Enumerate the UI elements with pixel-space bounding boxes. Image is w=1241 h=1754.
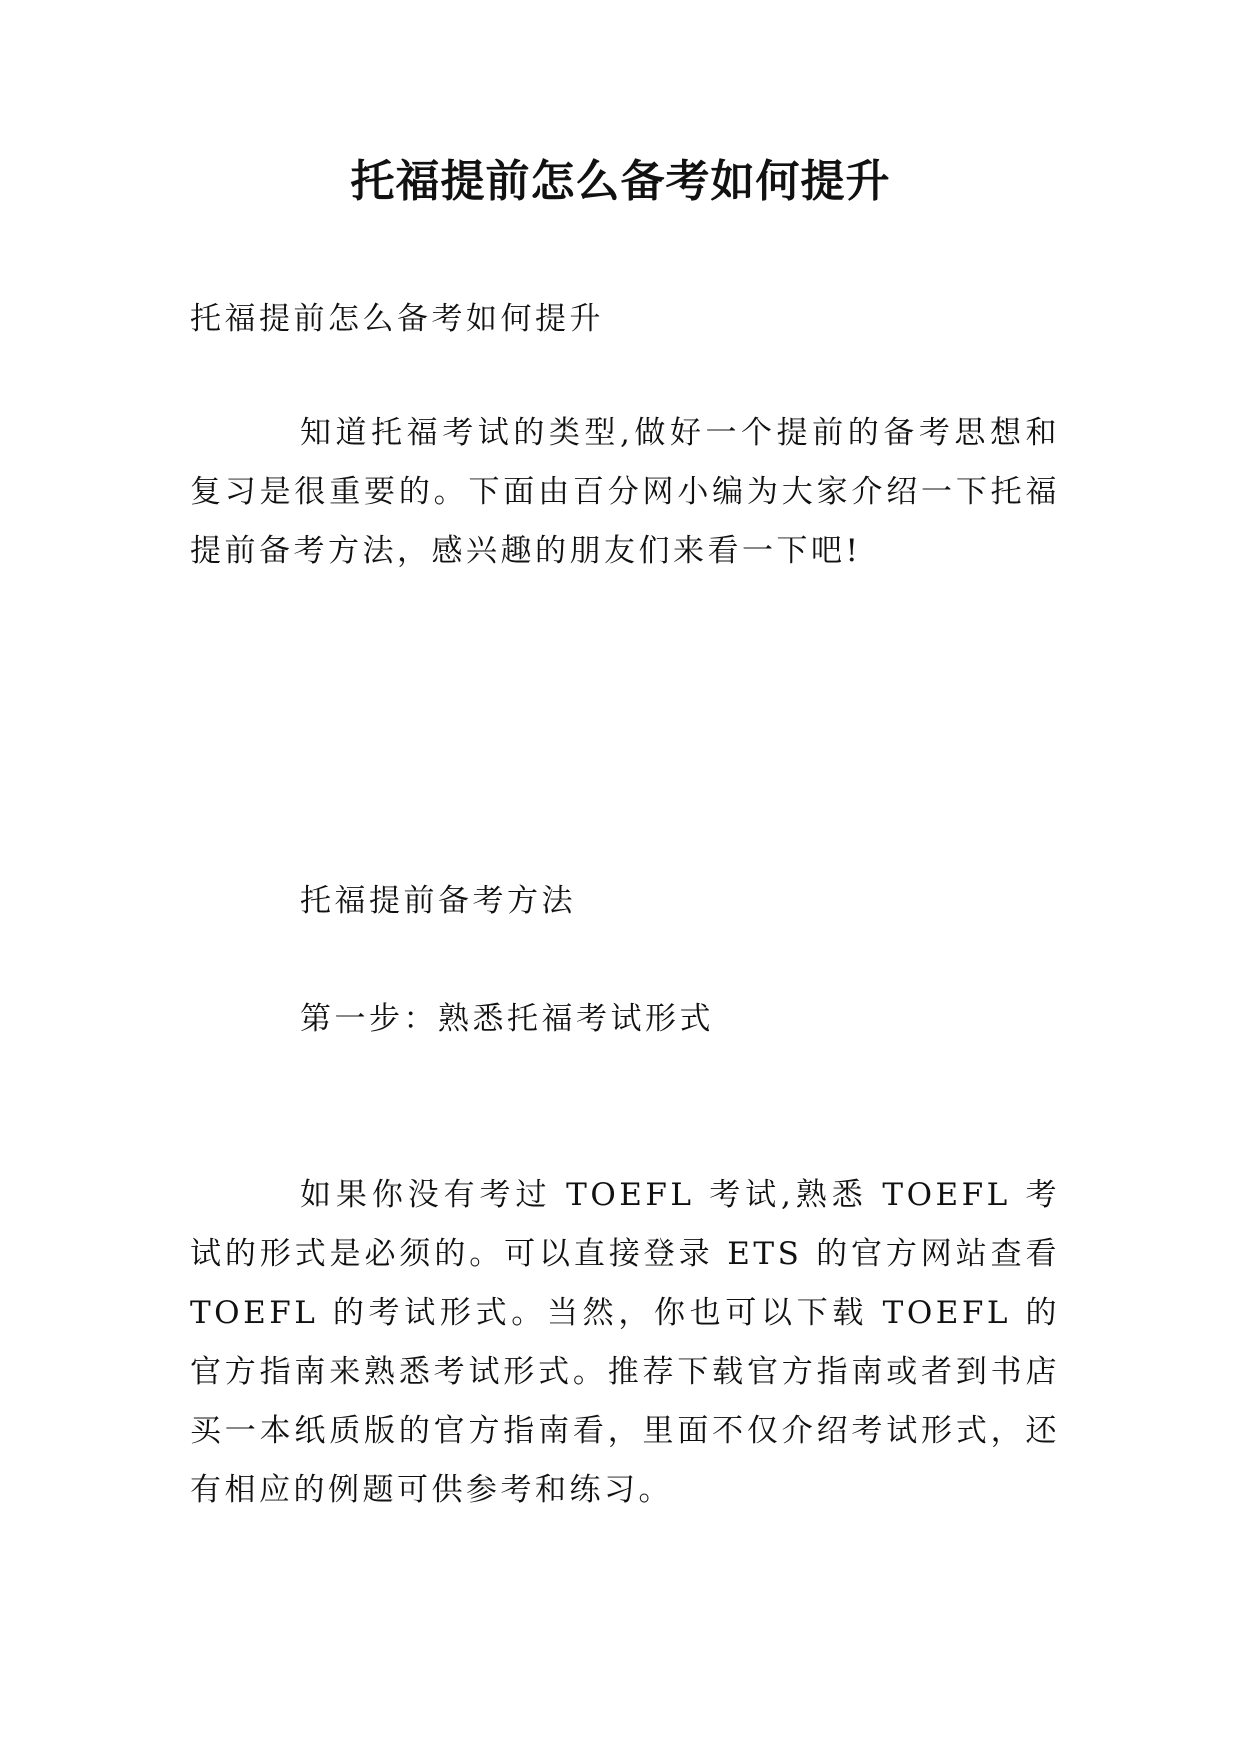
document-title: 托福提前怎么备考如何提升 xyxy=(350,156,891,207)
intro-paragraph: 知道托福考试的类型,做好一个提前的备考思想和复习是很重要的。下面由百分网小编为大家介绍一下托福提前备考方法，感兴趣的朋友们来看一下吧! xyxy=(190,415,1060,569)
section-heading: 托福提前备考方法 xyxy=(300,883,576,919)
step-one-paragraph: 如果你没有考过 TOEFL 考试,熟悉 TOEFL 考试的形式是必须的。可以直接登录 ETS 的官方网站查看 TOEFL 的考试形式。当然，你也可以下载 TOEFL 的官方指南来熟悉考试形式。推荐下载官方指南或者到书店买一本纸质版的官方指南看，里面不仅介绍考试形式，还有相应的例题可供参考和练习。 xyxy=(190,1177,1060,1508)
step-one-heading: 第一步：熟悉托福考试形式 xyxy=(300,1001,714,1037)
document-subtitle: 托福提前怎么备考如何提升 xyxy=(190,301,604,337)
